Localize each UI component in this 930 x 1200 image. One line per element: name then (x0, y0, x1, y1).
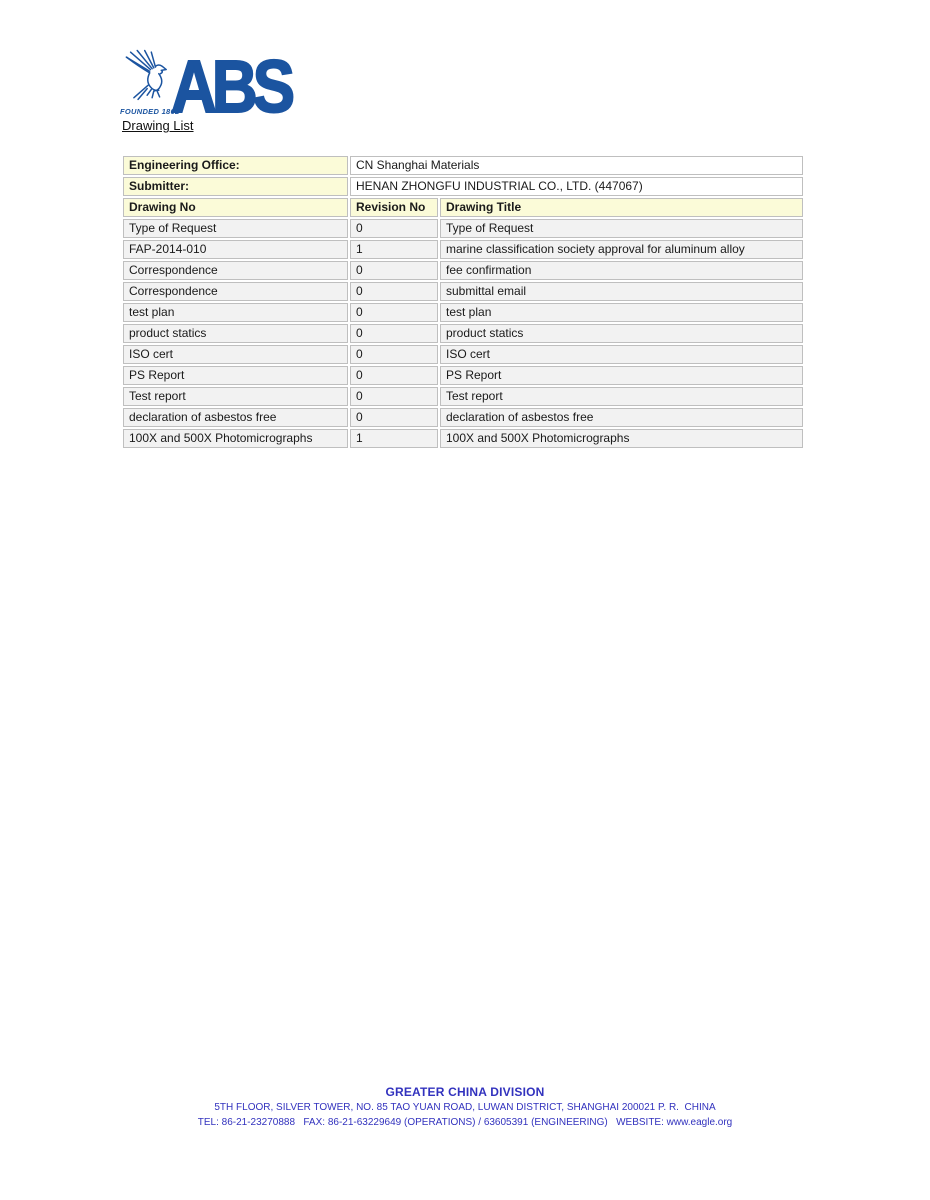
drawing-title-cell: PS Report (440, 366, 803, 385)
revision-no-cell: 0 (350, 408, 438, 427)
revision-no-cell: 1 (350, 429, 438, 448)
abs-eagle-icon (119, 48, 177, 106)
drawing-no-cell: product statics (123, 324, 348, 343)
table-header-row (123, 198, 803, 217)
drawing-title-cell: marine classification society approval for aluminum alloy (440, 240, 803, 259)
drawing-title-cell: Type of Request (440, 219, 803, 238)
col-header-revision-no: Revision No (350, 198, 438, 217)
drawing-no-cell: Type of Request (123, 219, 348, 238)
revision-no-cell: 0 (350, 345, 438, 364)
drawing-title-cell: 100X and 500X Photomicrographs (440, 429, 803, 448)
submitter-label: Submitter: (123, 177, 348, 196)
drawing-list-table (121, 154, 805, 450)
drawing-no-cell: Correspondence (123, 282, 348, 301)
revision-no-cell: 0 (350, 387, 438, 406)
drawing-no-cell: Correspondence (123, 261, 348, 280)
drawing-no-cell: 100X and 500X Photomicrographs (123, 429, 348, 448)
page-title: Drawing List (122, 118, 194, 133)
table-row (123, 345, 803, 364)
table-row (123, 366, 803, 385)
revision-no-cell: 0 (350, 282, 438, 301)
revision-no-cell: 0 (350, 303, 438, 322)
table-row (123, 387, 803, 406)
drawing-no-cell: test plan (123, 303, 348, 322)
submitter-value: HENAN ZHONGFU INDUSTRIAL CO., LTD. (447067) (350, 177, 803, 196)
drawing-no-cell: ISO cert (123, 345, 348, 364)
engineering-office-value: CN Shanghai Materials (350, 156, 803, 175)
footer-address: 5TH FLOOR, SILVER TOWER, NO. 85 TAO YUAN ROAD, LUWAN DISTRICT, SHANGHAI 200021 P. R. CHINA (214, 1102, 716, 1113)
revision-no-cell: 0 (350, 366, 438, 385)
drawing-title-cell: product statics (440, 324, 803, 343)
drawing-no-cell: Test report (123, 387, 348, 406)
table-row (123, 429, 803, 448)
table-row (123, 240, 803, 259)
table-row (123, 282, 803, 301)
drawing-title-cell: submittal email (440, 282, 803, 301)
drawing-no-cell: FAP-2014-010 (123, 240, 348, 259)
table-body (123, 156, 803, 448)
footer-contact-text: TEL: 86-21-23270888 FAX: 86-21-63229649 (OPERATIONS) / 63605391 (ENGINEERING) WEBSITE: (197, 1117, 667, 1128)
engineering-office-label: Engineering Office: (123, 156, 348, 175)
revision-no-cell: 0 (350, 219, 438, 238)
drawing-no-cell: PS Report (123, 366, 348, 385)
table-row (123, 303, 803, 322)
drawing-title-cell: ISO cert (440, 345, 803, 364)
drawing-title-cell: test plan (440, 303, 803, 322)
table-row (123, 324, 803, 343)
drawing-no-cell: declaration of asbestos free (123, 408, 348, 427)
table-row (123, 219, 803, 238)
drawing-title-cell: declaration of asbestos free (440, 408, 803, 427)
info-row-submitter (123, 177, 803, 196)
footer-contact (0, 1117, 930, 1128)
logo-founded-text: FOUNDED 1862 (120, 107, 180, 116)
abs-logo-text: ABS (171, 45, 290, 128)
table-row (123, 408, 803, 427)
revision-no-cell: 1 (350, 240, 438, 259)
col-header-drawing-title: Drawing Title (440, 198, 803, 217)
drawing-title-cell: fee confirmation (440, 261, 803, 280)
drawing-title-cell: Test report (440, 387, 803, 406)
website-link[interactable]: www.eagle.org (666, 1117, 733, 1128)
footer-division: GREATER CHINA DIVISION (385, 1085, 545, 1099)
revision-no-cell: 0 (350, 324, 438, 343)
page-footer (0, 1085, 930, 1128)
table-row (123, 261, 803, 280)
col-header-drawing-no: Drawing No (123, 198, 348, 217)
info-row-engineering-office (123, 156, 803, 175)
revision-no-cell: 0 (350, 261, 438, 280)
